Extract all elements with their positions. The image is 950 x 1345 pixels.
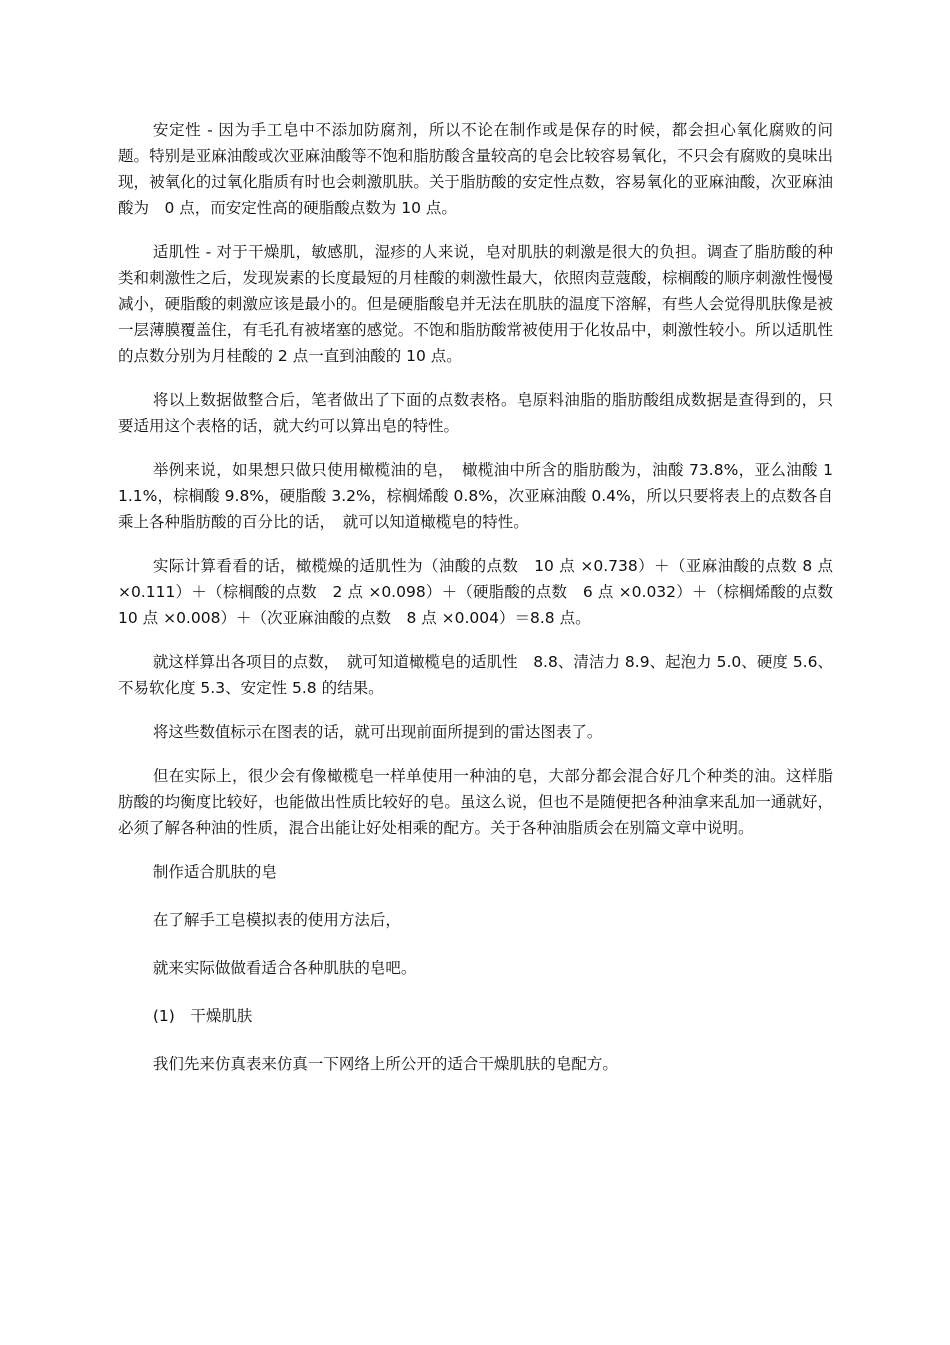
- paragraph-dry-skin: 我们先来仿真表来仿真一下网络上所公开的适合干燥肌肤的皂配方。: [152, 1055, 618, 1073]
- paragraph-intro-2: 就来实际做做看适合各种肌肤的皂吧。: [152, 959, 417, 977]
- paragraph-intro-1: 在了解手工皂模拟表的使用方法后，: [152, 911, 401, 929]
- document-body: [118, 117, 849, 1099]
- paragraph-stability: 安定性 - 因为手工皂中不添加防腐剂，所以不论在制作或是保存的时候，都会担心氧化腐败的问题。特别是亚麻油酸或次亚麻油酸等不饱和脂肪酸含量较高的皂会比较容易氧化，不只会有腐败的臭味出现，被氧化的过氧化脂质有时也会刺激肌肤。关于脂肪酸的安定性点数，容易氧化的亚麻油酸，次亚麻油酸为 0 点，而安定性高的硬脂酸点数为 10 点。: [118, 121, 833, 217]
- paragraph-skin-suitability: 适肌性 - 对于干燥肌，敏感肌，湿疹的人来说，皂对肌肤的刺激是很大的负担。调查了脂肪酸的种类和刺激性之后，发现炭素的长度最短的月桂酸的刺激性最大，依照肉荳蔻酸，棕榈酸的顺序刺激性慢慢减小，硬脂酸的刺激应该是最小的。但是硬脂酸皂并无法在肌肤的温度下溶解，有些人会觉得肌肤像是被一层薄膜覆盖住，有毛孔有被堵塞的感觉。不饱和脂肪酸常被使用于化妆品中，刺激性较小。所以适肌性的点数分别为月桂酸的 2 点一直到油酸的 10 点。: [118, 243, 833, 365]
- subheading-dry-skin: (1) 干燥肌肤: [152, 1007, 253, 1025]
- paragraph-results: 就这样算出各项目的点数， 就可知道橄榄皂的适肌性 8.8、清洁力 8.9、起泡力 5.0、硬度 5.6、不易软化度 5.3、安定性 5.8 的结果。: [118, 653, 833, 697]
- paragraph-olive-example: 举例来说，如果想只做只使用橄榄油的皂， 橄榄油中所含的脂肪酸为，油酸 73.8%，亚么油酸 11.1%，棕榈酸 9.8%，硬脂酸 3.2%，棕榈烯酸 0.8%，次亚麻油酸 0.4%，所以只要将表上的点数各自乘上各种脂肪酸的百分比的话， 就可以知道橄榄皂的特性。: [118, 461, 833, 531]
- paragraph-calculation: 实际计算看看的话，橄榄燥的适肌性为（油酸的点数 10 点 ×0.738）＋（亚麻油酸的点数 8 点 ×0.111）＋（棕榈酸的点数 2 点 ×0.098）＋（硬脂酸的点数 6 点 ×0.032）＋（棕榈烯酸的点数 10 点 ×0.008）＋（次亚麻油酸的点数 8 点 ×0.004）＝8.8 点。: [118, 557, 849, 627]
- paragraph-mixing-oils: 但在实际上，很少会有像橄榄皂一样单使用一种油的皂，大部分都会混合好几个种类的油。这样脂肪酸的均衡度比较好，也能做出性质比较好的皂。虽这么说，但也不是随便把各种油拿来乱加一通就好，必须了解各种油的性质，混合出能让好处相乘的配方。关于各种油脂质会在别篇文章中说明。: [118, 767, 833, 837]
- paragraph-radar-chart: 将这些数值标示在图表的话，就可出现前面所提到的雷达图表了。: [152, 723, 603, 741]
- section-heading: 制作适合肌肤的皂: [152, 863, 277, 881]
- paragraph-points-table: 将以上数据做整合后，笔者做出了下面的点数表格。皂原料油脂的脂肪酸组成数据是查得到的，只要适用这个表格的话，就大约可以算出皂的特性。: [118, 391, 833, 435]
